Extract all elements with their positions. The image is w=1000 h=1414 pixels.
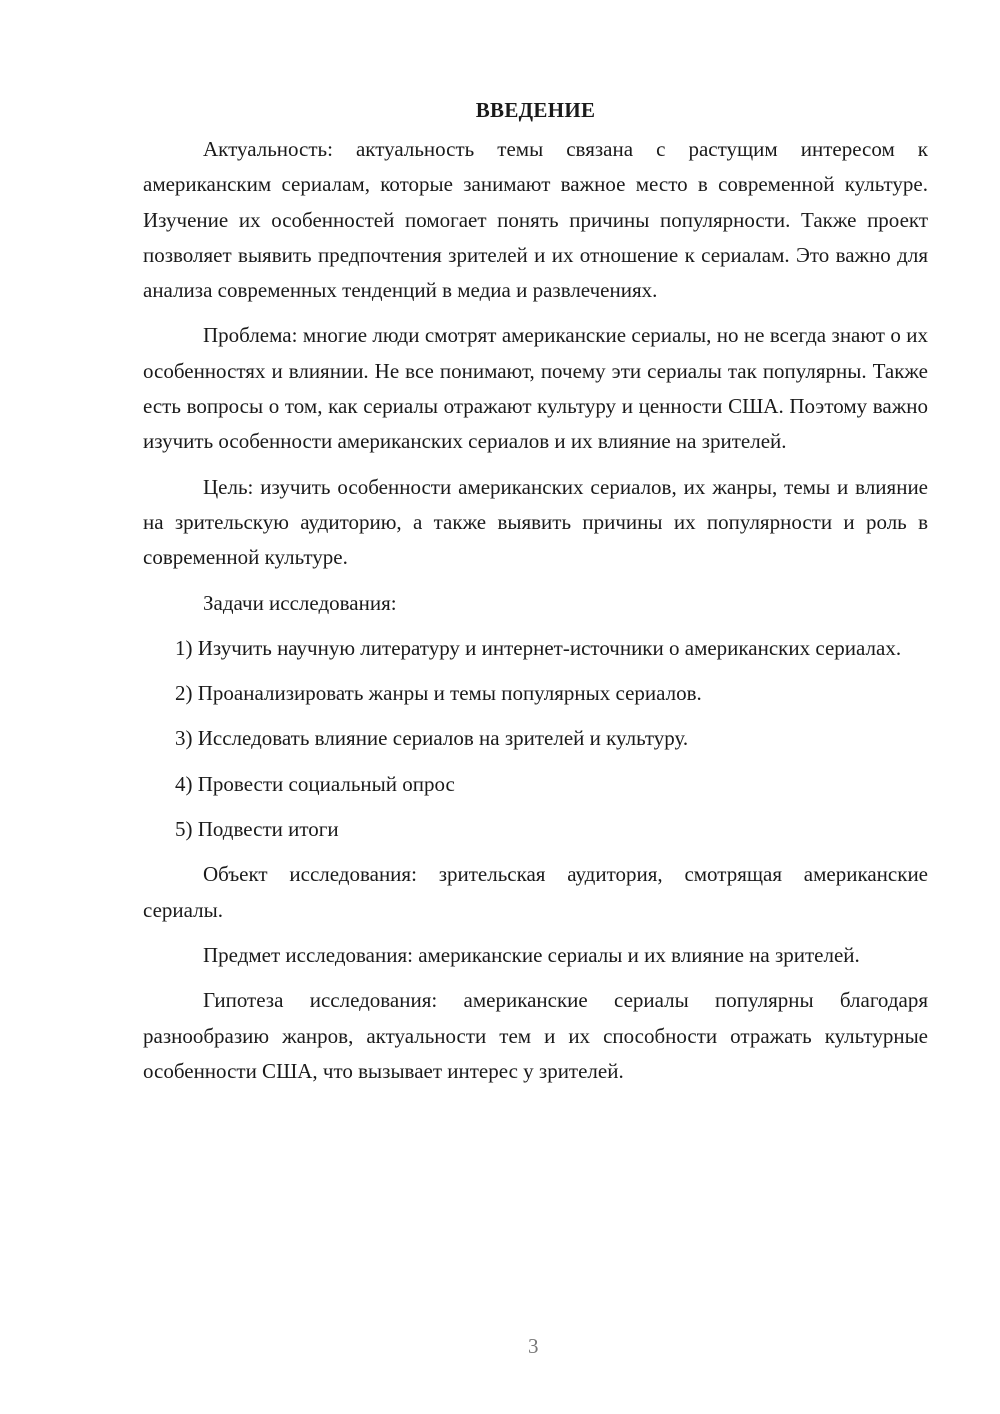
problem-paragraph: Проблема: многие люди смотрят американские сериалы, но не всегда знают о их особенностях и влиянии. Не все понимают, почему эти сериалы так популярны. Также есть вопросы о том, как сериалы отражают культуру и ценности США. Поэтому важно изучить особенности американских сериалов и их влияние на зрителей. [143,323,928,454]
task-item-4: 4) Провести социальный опрос [175,771,455,796]
object-paragraph: Объект исследования: зрительская аудитория, смотрящая американские сериалы. [143,862,928,922]
section-heading: ВВЕДЕНИЕ [475,98,596,122]
subject-paragraph: Предмет исследования: американские сериалы и их влияние на зрителей. [203,942,860,967]
page-number: 3 [528,1334,539,1358]
goal-paragraph: Цель: изучить особенности американских сериалов, их жанры, темы и влияние на зрительскую аудиторию, а также выявить причины их популярности и роль в современной культуре. [143,474,928,570]
tasks-heading: Задачи исследования: [203,590,397,615]
hypothesis-paragraph: Гипотеза исследования: американские сериалы популярны благодаря разнообразию жанров, актуальности тем и их способности отражать культурные особенности США, что вызывает интерес у зрителей. [143,988,928,1083]
task-item-5: 5) Подвести итоги [175,817,339,842]
relevance-paragraph: Актуальность: актуальность темы связана с растущим интересом к американским сериалам, которые занимают важное место в современной культуре. Изучение их особенностей помогает понять причины популярности. Также проект позволяет выявить предпочтения зрителей и их отношение к сериалам. Это важно для анализа современных тенденций в медиа и развлечениях. [143,137,928,303]
document-page [143,92,928,1099]
task-item-2: 2) Проанализировать жанры и темы популярных сериалов. [175,681,702,706]
task-item-3: 3) Исследовать влияние сериалов на зрителей и культуру. [175,726,689,751]
task-item-1: 1) Изучить научную литературу и интернет-источники о американских сериалах. [175,635,902,660]
tasks-list [143,631,928,847]
